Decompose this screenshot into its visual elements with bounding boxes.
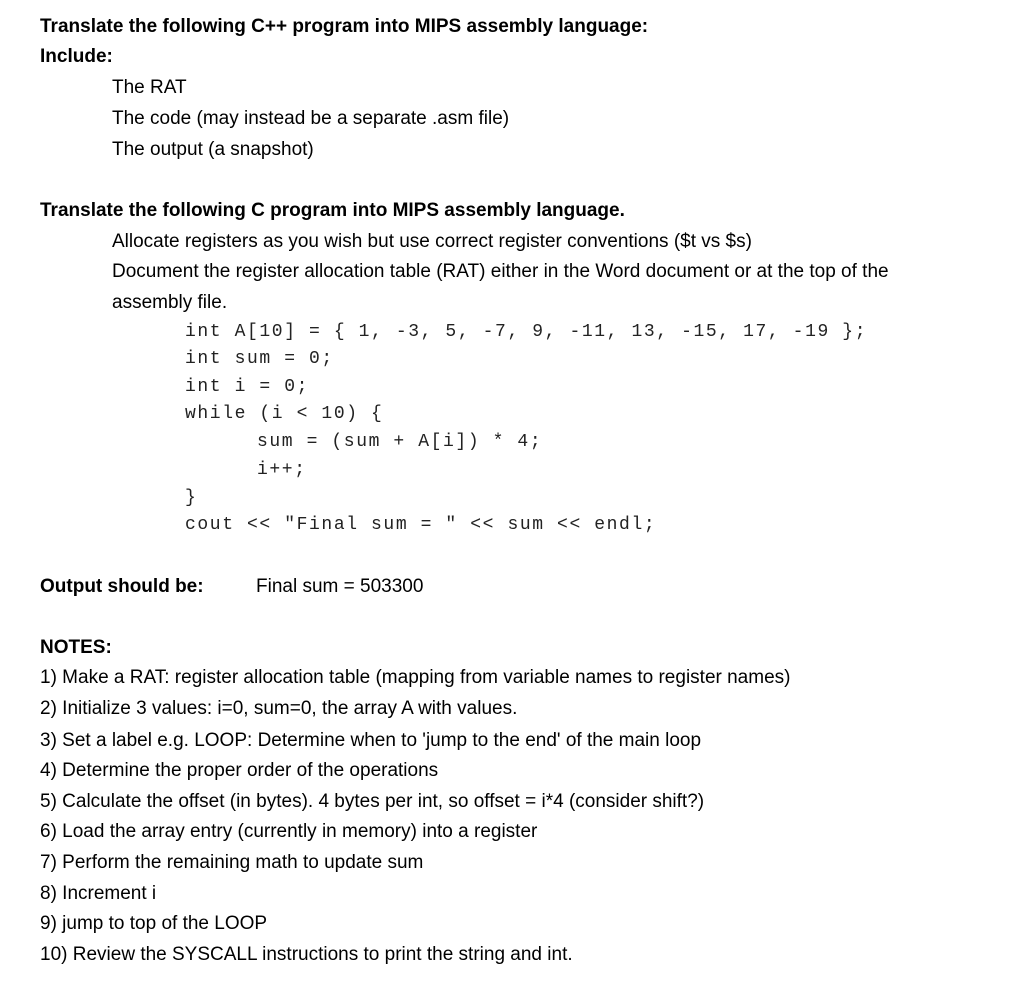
code-line: sum = (sum + A[i]) * 4; — [257, 432, 543, 452]
code-line: i++; — [257, 460, 307, 480]
instruction-line: Allocate registers as you wish but use correct register conventions ($t vs $s) — [112, 231, 752, 252]
code-line: cout << "Final sum = " << sum << endl; — [185, 515, 657, 535]
note-item: 7) Perform the remaining math to update sum — [40, 852, 424, 873]
code-line: while (i < 10) { — [185, 404, 384, 424]
code-line: int A[10] = { 1, -3, 5, -7, 9, -11, 13, -15, 17, -19 }; — [185, 322, 868, 342]
section1-title: Translate the following C++ program into MIPS assembly language: — [40, 16, 649, 37]
note-item: 3) Set a label e.g. LOOP: Determine when to 'jump to the end' of the main loop — [40, 730, 702, 751]
instruction-line: assembly file. — [112, 292, 228, 313]
note-item: 4) Determine the proper order of the operations — [40, 760, 439, 781]
include-label: Include: — [40, 46, 113, 67]
note-item: 9) jump to top of the LOOP — [40, 913, 268, 934]
note-item: 1) Make a RAT: register allocation table (mapping from variable names to register names) — [40, 667, 791, 688]
note-item: 5) Calculate the offset (in bytes). 4 bytes per int, so offset = i*4 (consider shift?) — [40, 791, 705, 812]
notes-title: NOTES: — [40, 637, 112, 658]
note-item: 6) Load the array entry (currently in memory) into a register — [40, 821, 538, 842]
include-item: The RAT — [112, 77, 187, 98]
section2-title: Translate the following C program into MIPS assembly language. — [40, 200, 625, 221]
output-value: Final sum = 503300 — [256, 576, 424, 597]
instruction-line: Document the register allocation table (RAT) either in the Word document or at the top of the — [112, 261, 889, 282]
note-item: 2) Initialize 3 values: i=0, sum=0, the array A with values. — [40, 698, 518, 719]
note-item: 8) Increment i — [40, 883, 157, 904]
code-line: int i = 0; — [185, 377, 310, 397]
code-line: } — [185, 488, 198, 508]
output-label: Output should be: — [40, 576, 204, 597]
note-item: 10) Review the SYSCALL instructions to print the string and int. — [40, 944, 573, 965]
include-item: The code (may instead be a separate .asm file) — [112, 108, 510, 129]
code-line: int sum = 0; — [185, 349, 334, 369]
include-item: The output (a snapshot) — [112, 139, 314, 160]
